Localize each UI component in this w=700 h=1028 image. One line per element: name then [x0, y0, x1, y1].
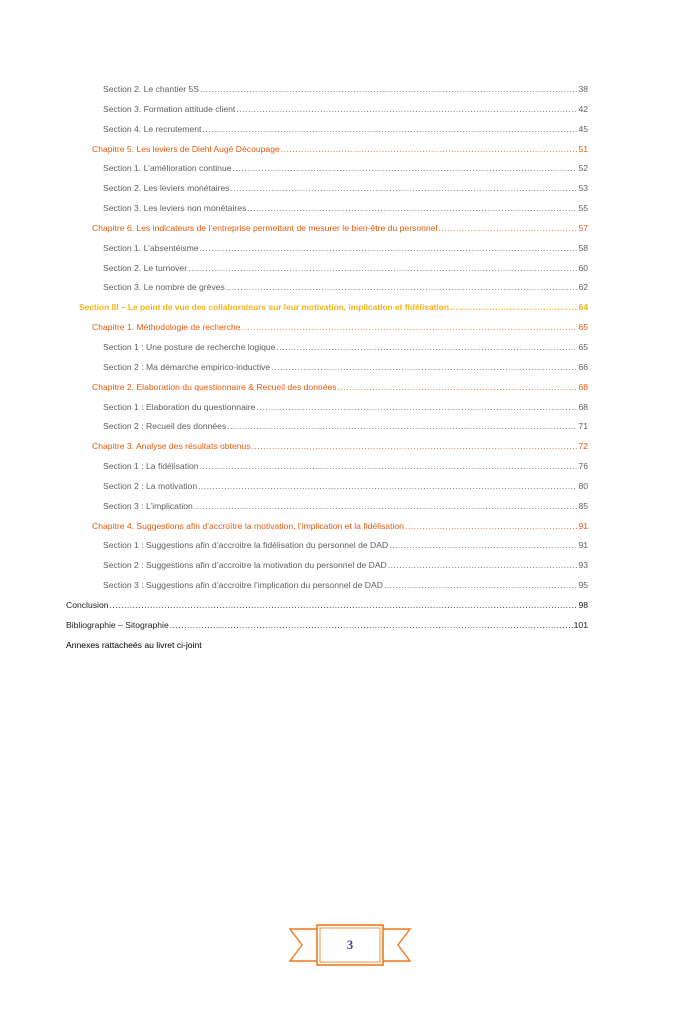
toc-dot-leader: [252, 441, 578, 451]
toc-entry-page: 95: [578, 580, 588, 591]
toc-dot-leader: [231, 183, 578, 193]
annexes-note-text: Annexes rattacheés au livret ci-joint: [66, 639, 202, 650]
toc-dot-leader: [271, 362, 577, 372]
toc-entry-page: 55: [578, 203, 588, 214]
toc-entry[interactable]: [66, 580, 588, 600]
toc-dot-leader: [276, 342, 577, 352]
toc-entry-title: Chapitre 4. Suggestions afin d’accroître la motivation, l’implication et la fidélisation: [92, 520, 404, 531]
toc-dot-leader: [194, 501, 578, 511]
toc-dot-leader: [170, 620, 573, 630]
toc-entry-page: 93: [578, 560, 588, 571]
toc-entry-title: Section 1 : Une posture de recherche logique: [103, 341, 276, 352]
toc-entry-title: Section 3 : Suggestions afin d’accroitre l’implication du personnel de DAD: [103, 580, 383, 591]
toc-entry-title: Chapitre 5. Les leviers de Diehl Augé Découpage: [92, 143, 280, 154]
toc-dot-leader: [388, 560, 578, 570]
toc-entry[interactable]: [66, 540, 588, 560]
toc-entry-page: 52: [578, 163, 588, 174]
toc-dot-leader: [236, 104, 577, 114]
toc-entry[interactable]: [66, 163, 588, 183]
toc-entry[interactable]: [66, 402, 588, 422]
toc-entry-page: 91: [578, 540, 588, 551]
toc-entry-page: 91: [578, 520, 588, 531]
toc-dot-leader: [198, 481, 577, 491]
toc-entry-title: Chapitre 2. Elaboration du questionnaire & Recueil des données: [92, 381, 337, 392]
toc-entry[interactable]: [66, 223, 588, 243]
toc-entry[interactable]: [66, 144, 588, 164]
toc-dot-leader: [200, 461, 578, 471]
toc-entry[interactable]: [66, 322, 588, 342]
toc-entry[interactable]: [66, 263, 588, 283]
toc-entry-page: 68: [578, 401, 588, 412]
toc-entry[interactable]: [66, 600, 588, 620]
toc-entry-title: Section 3. Formation attitude client: [103, 103, 236, 114]
toc-entry-page: 72: [578, 441, 588, 452]
toc-dot-leader: [233, 163, 578, 173]
toc-dot-leader: [242, 322, 578, 332]
toc-entry-page: 101: [573, 619, 588, 630]
toc-entry-title: Section 1. L’amélioration continue: [103, 163, 232, 174]
toc-entry-title: Section III – Le point de vue des collaborateurs sur leur motivation, implication et fidélisation: [79, 302, 449, 313]
toc-dot-leader: [405, 521, 578, 531]
toc-entry[interactable]: [66, 382, 588, 402]
toc-entry-title: Chapitre 6. Les indicateurs de l’entreprise permettant de mesurer le bien-être du personnel: [92, 222, 438, 233]
toc-entry[interactable]: [66, 560, 588, 580]
toc-entry[interactable]: [66, 282, 588, 302]
toc-dot-leader: [226, 282, 578, 292]
toc-dot-leader: [256, 402, 577, 412]
toc-entry-page: 68: [578, 381, 588, 392]
toc-entry[interactable]: [66, 421, 588, 441]
toc-entry-title: Section 1 : Elaboration du questionnaire: [103, 401, 256, 412]
toc-entry[interactable]: [66, 183, 588, 203]
toc-entry-page: 62: [578, 282, 588, 293]
toc-entry-title: Section 2 : Ma démarche empirico-inductive: [103, 361, 271, 372]
toc-entry-page: 57: [578, 222, 588, 233]
toc-entry[interactable]: [66, 104, 588, 124]
toc-entry-page: 71: [578, 421, 588, 432]
toc-entry[interactable]: [66, 243, 588, 263]
toc-dot-leader: [450, 302, 578, 312]
toc-dot-leader: [247, 203, 577, 213]
toc-entry-page: 66: [578, 361, 588, 372]
toc-entry-title: Section 1 : Suggestions afin d’accroitre la fidélisation du personnel de DAD: [103, 540, 389, 551]
toc-entry-title: Section 2. Le chantier 5S: [103, 84, 200, 94]
toc-entry-title: Section 4. Le recrutement: [103, 123, 202, 134]
toc-dot-leader: [188, 263, 577, 273]
toc-entry-title: Section 2 : Suggestions afin d’accroitre la motivation du personnel de DAD: [103, 560, 387, 571]
toc-entry-page: 76: [578, 461, 588, 472]
toc-entry-page: 53: [578, 183, 588, 194]
toc-entry-title: Section 2. Le turnover: [103, 262, 188, 273]
toc-entry-title: Conclusion: [66, 599, 109, 610]
toc-entry[interactable]: [66, 362, 588, 382]
toc-entry-title: Section 3 : L’implication: [103, 500, 193, 511]
toc-entry[interactable]: [66, 620, 588, 640]
toc-entry-page: 80: [578, 480, 588, 491]
toc-entry-title: Section 3. Les leviers non monétaires: [103, 203, 247, 214]
toc-dot-leader: [389, 540, 577, 550]
toc-entry-page: 98: [578, 599, 588, 610]
toc-entry-page: 38: [578, 84, 588, 94]
toc-dot-leader: [200, 84, 577, 94]
toc-entry-page: 64: [578, 302, 588, 313]
annexes-note: [66, 640, 588, 660]
toc-dot-leader: [227, 421, 577, 431]
toc-entry-title: Section 2. Les leviers monétaires: [103, 183, 230, 194]
page-number: 3: [346, 937, 354, 952]
toc-entry-title: Section 1. L’absentéisme: [103, 242, 199, 253]
table-of-contents: [66, 84, 588, 659]
toc-dot-leader: [281, 144, 578, 154]
toc-entry-title: Bibliographie – Sitographie: [66, 619, 169, 630]
toc-entry-page: 65: [578, 341, 588, 352]
toc-dot-leader: [438, 223, 577, 233]
toc-entry[interactable]: [66, 302, 588, 322]
toc-entry[interactable]: [66, 461, 588, 481]
toc-dot-leader: [110, 600, 578, 610]
toc-dot-leader: [338, 382, 578, 392]
toc-entry-title: Chapitre 3. Analyse des résultats obtenus: [92, 441, 251, 452]
toc-entry-page: 58: [578, 242, 588, 253]
toc-entry[interactable]: [66, 203, 588, 223]
toc-dot-leader: [200, 243, 578, 253]
toc-entry-page: 51: [578, 143, 588, 154]
toc-entry-title: Section 1 : La fidélisation: [103, 461, 199, 472]
toc-entry-page: 45: [578, 123, 588, 134]
toc-dot-leader: [202, 124, 577, 134]
toc-entry-page: 65: [578, 322, 588, 333]
toc-entry[interactable]: [66, 521, 588, 541]
toc-entry[interactable]: [66, 124, 588, 144]
toc-entry-page: 60: [578, 262, 588, 273]
toc-entry[interactable]: [66, 441, 588, 461]
toc-entry-title: Section 3. Le nombre de grèves: [103, 282, 225, 293]
toc-entry[interactable]: [66, 342, 588, 362]
toc-dot-leader: [384, 580, 578, 590]
toc-entry-page: 42: [578, 103, 588, 114]
toc-entry-title: Section 2 : La motivation: [103, 480, 198, 491]
toc-entry-page: 85: [578, 500, 588, 511]
toc-entry[interactable]: [66, 84, 588, 104]
toc-entry[interactable]: [66, 481, 588, 501]
toc-entry-title: Section 2 : Recueil des données: [103, 421, 227, 432]
toc-entry[interactable]: [66, 501, 588, 521]
toc-entry-title: Chapitre 1. Méthodologie de recherche: [92, 322, 241, 333]
